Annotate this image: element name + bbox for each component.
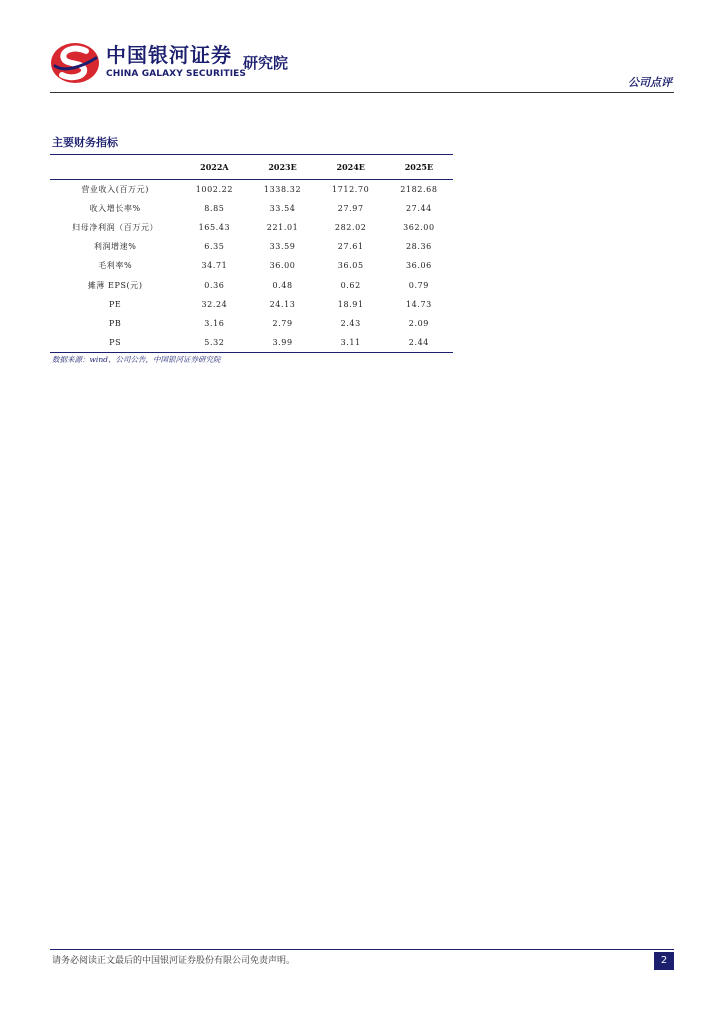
table-cell: 2.44 [385,333,453,352]
table-cell: 2.79 [272,318,293,328]
footer-divider [50,949,674,950]
table-cell: 33.54 [269,203,296,213]
column-header: 2024E [317,155,385,180]
table-cell: 221.01 [266,222,299,232]
page-header [0,0,724,100]
table-cell: 0.79 [408,280,429,290]
table-cell: 27.44 [405,203,432,213]
table-cell: 282.02 [334,222,367,232]
table-cell: 14.73 [405,299,432,309]
table-cell: 3.16 [204,318,225,328]
table-cell: 3.11 [317,333,385,352]
row-label: 收入增长率% [89,203,141,213]
row-label: 利润增速% [93,242,137,252]
table-cell: 2182.68 [400,184,438,194]
table-cell: 36.05 [337,261,364,271]
row-label: PS [50,333,180,352]
row-label: PE [108,299,122,309]
financial-indicators-table [50,154,453,353]
table-cell: 0.62 [340,280,361,290]
galaxy-logo-icon [50,42,100,84]
table-cell: 5.32 [180,333,248,352]
table-cell: 6.35 [204,242,225,252]
table-header-row [50,155,453,180]
table-row [50,295,453,314]
report-type-label: 公司点评 [628,76,672,89]
brand-name-cn: 中国银河证券 [106,43,232,67]
table-cell: 362.00 [403,222,435,232]
table-cell: 2.09 [408,318,429,328]
table-row [50,218,453,237]
row-label: 摊薄 EPS(元) [87,280,143,290]
row-label: 归母净利润（百万元） [72,222,159,232]
row-label: PB [108,318,122,328]
table-cell: 1338.32 [263,184,302,194]
table-row [50,275,453,294]
table-cell: 36.00 [269,261,296,271]
table-cell: 27.61 [337,242,364,252]
disclaimer-note: 请务必阅读正文最后的中国银河证券股份有限公司免责声明。 [52,956,296,966]
table-cell: 1002.22 [195,184,234,194]
section-title: 主要财务指标 [52,136,118,149]
table-cell: 28.36 [405,242,432,252]
table-cell: 34.71 [201,261,228,271]
table-cell: 165.43 [198,222,231,232]
table-cell: 0.48 [272,280,293,290]
column-header: 2025E [385,155,453,180]
table-cell: 33.59 [269,242,296,252]
table-cell: 32.24 [201,299,228,309]
table-cell: 24.13 [269,299,296,309]
column-header: 2023E [248,155,316,180]
table-cell: 8.85 [204,203,225,213]
data-source-note: 数据来源：wind、公司公告，中国银河证券研究院 [52,355,221,364]
table-row [50,333,453,352]
table-cell: 0.36 [204,280,225,290]
table-row [50,237,453,256]
institute-name: 研究院 [243,54,289,72]
page-number: 2 [654,952,674,970]
table-row [50,256,453,275]
row-label: 营业收入(百万元) [81,184,149,194]
row-label: 毛利率% [98,261,133,271]
header-divider [50,92,674,93]
table-cell: 2.43 [340,318,361,328]
table-cell: 36.06 [405,261,432,271]
column-header: 2022A [180,155,248,180]
table-row [50,180,453,199]
table-row [50,314,453,333]
table-row [50,199,453,218]
table-cell: 3.99 [248,333,316,352]
brand-name-en: CHINA GALAXY SECURITIES [106,69,246,79]
table-header-label [50,155,180,180]
table-cell: 27.97 [337,203,364,213]
table-cell: 1712.70 [332,184,370,194]
table-cell: 18.91 [337,299,364,309]
